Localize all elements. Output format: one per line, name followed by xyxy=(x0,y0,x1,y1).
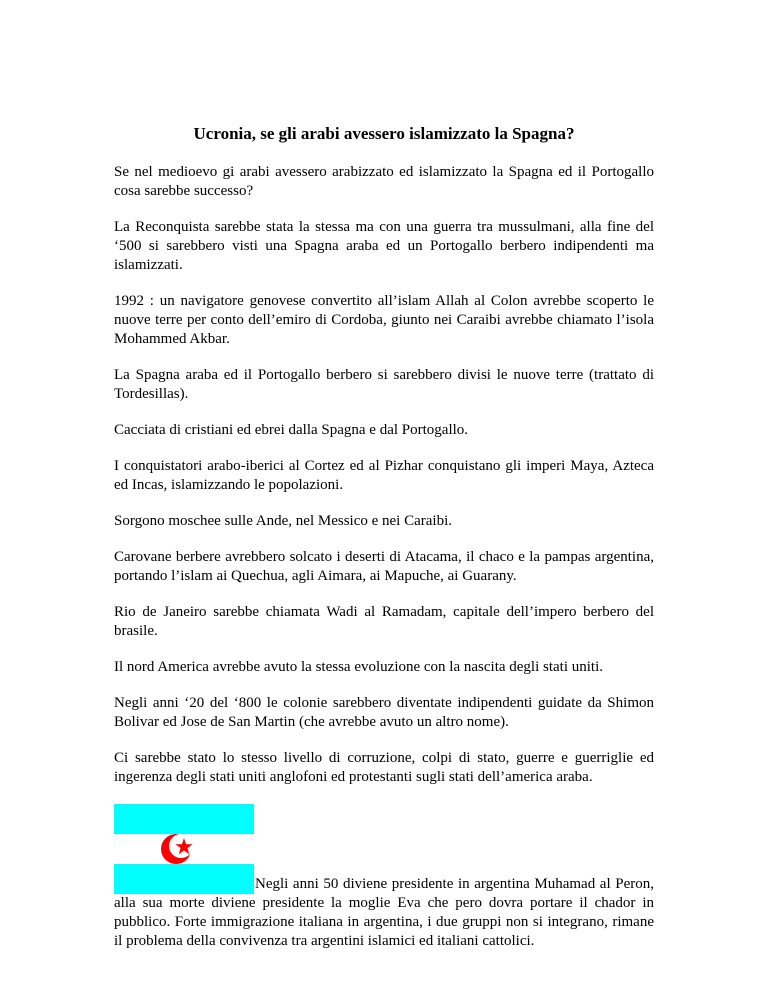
paragraph: I conquistatori arabo-iberici al Cortez ed al Pizhar conquistano gli imperi Maya, Azteca ed Incas, islamizzando le popolazioni. xyxy=(114,458,654,493)
paragraph: La Spagna araba ed il Portogallo berbero si sarebbero divisi le nuove terre (trattato di Tordesillas). xyxy=(114,367,654,402)
paragraph: La Reconquista sarebbe stata la stessa ma con una guerra tra mussulmani, alla fine del ‘500 si sarebbero visti una Spagna araba ed un Portogallo berbero indipendenti ma islamizzati. xyxy=(114,219,654,273)
paragraph: Ci sarebbe stato lo stesso livello di corruzione, colpi di stato, guerre e guerriglie ed ingerenza degli stati uniti anglofoni ed protestanti sugli stati dell’america araba. xyxy=(114,750,654,785)
paragraph: Sorgono moschee sulle Ande, nel Messico e nei Caraibi. xyxy=(114,513,452,529)
document-title: Ucronia, se gli arabi avessero islamizzato la Spagna? xyxy=(193,124,575,143)
paragraph: Negli anni ‘20 del ‘800 le colonie sarebbero diventate indipendenti guidate da Shimon Bolivar ed Jose de San Martin (che avrebbe avuto un altro nome). xyxy=(114,695,654,730)
document-body xyxy=(114,163,654,968)
paragraph: Carovane berbere avrebbero solcato i deserti di Atacama, il chaco e la pampas argentina, portando l’islam ai Quechua, agli Aimara, ai Mapuche, ai Guarany. xyxy=(114,549,654,584)
flag-top-stripe xyxy=(114,804,254,834)
final-paragraph-text: Negli anni 50 diviene presidente in argentina Muhamad al Peron, alla sua morte diviene presidente la moglie Eva che pero dovra portare il chador in pubblico. Forte immigrazione italiana in argentina, i due gruppi non si integrano, rimane il problema della convivenza tra argentini islamici ed italiani cattolici. xyxy=(114,876,654,949)
paragraph-with-flag xyxy=(114,804,654,951)
crescent-star-flag-icon xyxy=(114,804,254,894)
paragraph: 1992 : un navigatore genovese convertito all’islam Allah al Colon avrebbe scoperto le nuove terre per conto dell’emiro di Cordoba, giunto nei Caraibi avrebbe chiamato l’isola Mohammed Akbar. xyxy=(114,293,654,347)
flag-graphic xyxy=(114,804,254,894)
flag-bottom-stripe xyxy=(114,864,254,894)
paragraph: Il nord America avrebbe avuto la stessa evoluzione con la nascita degli stati uniti. xyxy=(114,659,604,675)
paragraph: Rio de Janeiro sarebbe chiamata Wadi al Ramadam, capitale dell’impero berbero del brasile. xyxy=(114,604,654,639)
paragraph: Cacciata di cristiani ed ebrei dalla Spagna e dal Portogallo. xyxy=(114,422,469,438)
paragraph: Se nel medioevo gi arabi avessero arabizzato ed islamizzato la Spagna ed il Portogallo cosa sarebbe successo? xyxy=(114,164,654,199)
